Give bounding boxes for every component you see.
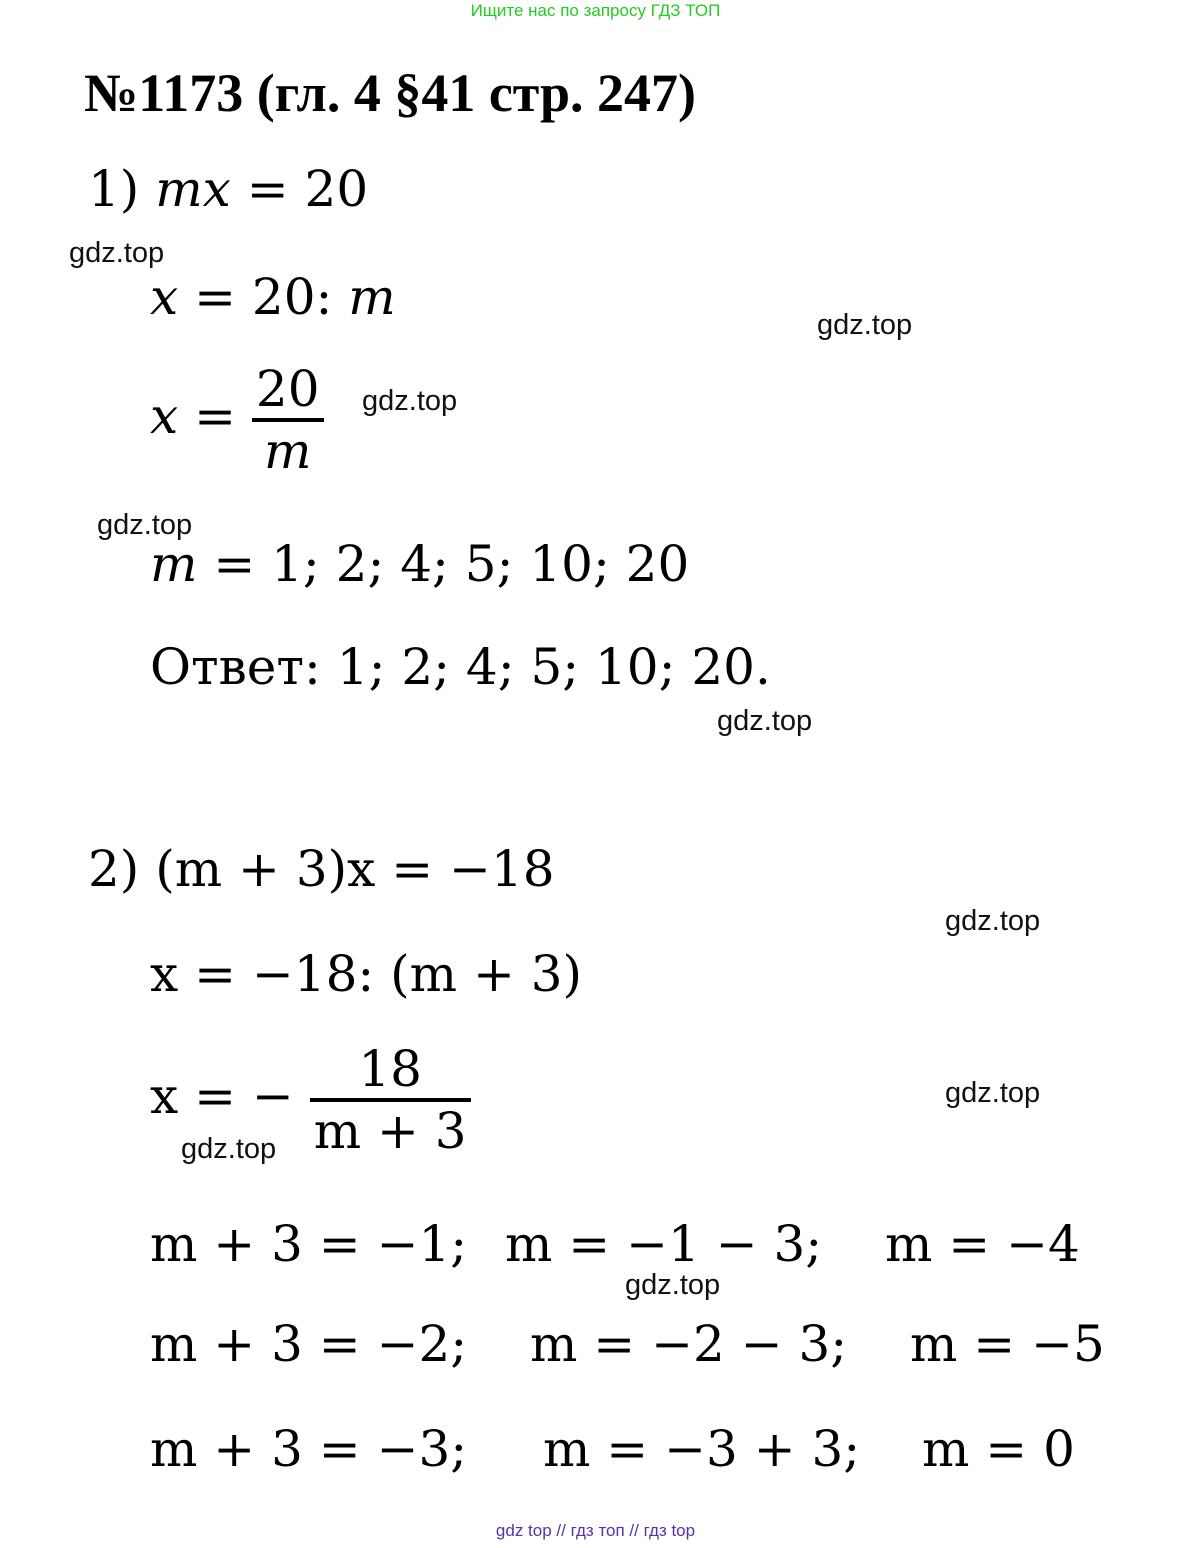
part2-row-3-b: m = −3 + 3; — [543, 1420, 861, 1478]
watermark: gdz.top — [717, 705, 813, 737]
top-banner: Ищите нас по запросу ГДЗ ТОП — [470, 1, 721, 20]
part1-answer: Ответ: 1; 2; 4; 5; 10; 20. — [150, 638, 771, 696]
part2-row-3-c: m = 0 — [922, 1420, 1075, 1478]
part1-eq1-rhs: = 20 — [246, 160, 369, 218]
part2-row-1-c: m = −4 — [885, 1215, 1080, 1273]
part2-equation-1 — [88, 840, 555, 898]
part2-row-2-a: m + 3 = −2; — [150, 1315, 468, 1373]
part2-row-1-a: m + 3 = −1; — [150, 1215, 468, 1273]
watermark: gdz.top — [69, 237, 165, 269]
part1-eq3-lhs: x — [150, 387, 179, 445]
part2-fraction — [310, 1040, 471, 1160]
part2-row-2-b: m = −2 − 3; — [530, 1315, 848, 1373]
part1-eq2-rhs: = 20: — [194, 268, 333, 326]
page-title: №1173 (гл. 4 §41 стр. 247) — [84, 63, 697, 123]
part2-eq1: (m + 3)x = −18 — [155, 840, 555, 898]
part2-eq3-lhs: x = − — [150, 1067, 294, 1125]
part2-row-1-b: m = −1 − 3; — [505, 1215, 823, 1273]
watermark: gdz.top — [945, 905, 1041, 937]
part2-row-2-c: m = −5 — [910, 1315, 1105, 1373]
part2-fraction-numerator: 18 — [358, 1040, 422, 1098]
part2-fraction-denominator: m + 3 — [310, 1098, 471, 1160]
part1-equation-1 — [88, 160, 368, 218]
watermark: gdz.top — [817, 309, 913, 341]
part1-eq1-var: mx — [155, 160, 231, 218]
part1-equation-4 — [150, 535, 689, 593]
part1-eq3-eq: = — [194, 387, 237, 445]
part1-equation-3 — [150, 360, 324, 480]
part1-eq2-m: m — [348, 268, 396, 326]
part1-fraction-numerator: 20 — [255, 360, 320, 418]
part2-label: 2) — [88, 840, 140, 898]
watermark: gdz.top — [625, 1269, 721, 1301]
part1-eq2-var: x — [150, 268, 179, 326]
part2-equation-2: x = −18: (m + 3) — [150, 945, 583, 1003]
footer-credits: gdz top // гдз топ // гдз top — [495, 1521, 696, 1540]
watermark: gdz.top — [97, 509, 193, 541]
watermark: gdz.top — [362, 385, 458, 417]
watermark: gdz.top — [181, 1133, 277, 1165]
part1-fraction — [252, 360, 324, 480]
part2-row-3-a: m + 3 = −3; — [150, 1420, 468, 1478]
part1-eq4-var: m — [150, 535, 198, 593]
part1-label: 1) — [88, 160, 140, 218]
part1-fraction-denominator: m — [252, 418, 324, 480]
watermark: gdz.top — [945, 1077, 1041, 1109]
part1-eq4-rhs: = 1; 2; 4; 5; 10; 20 — [213, 535, 690, 593]
part1-equation-2 — [150, 268, 396, 326]
